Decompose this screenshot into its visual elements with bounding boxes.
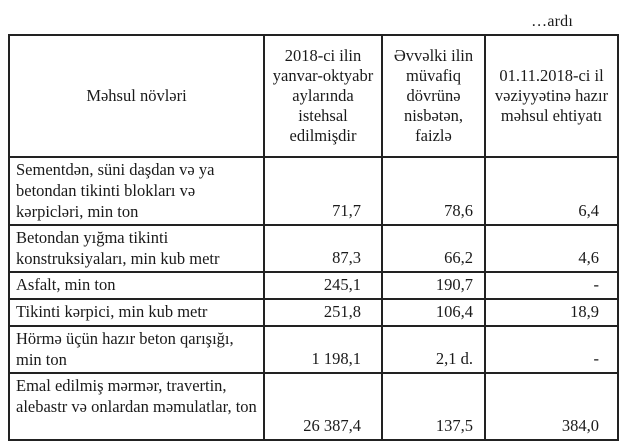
product-name-cell: Sementdən, süni daşdan və ya betondan tikinti blokları və kərpicləri, min ton — [9, 157, 264, 225]
product-name-cell: Hörmə üçün hazır beton qarışığı, min ton — [9, 326, 264, 373]
col-header-produced-2018: 2018-ci ilin yanvar-oktyabr aylarında istehsal edilmişdir — [264, 35, 382, 157]
col-header-stock-01-11-2018: 01.11.2018-ci il vəziyyətinə hazır məhsul ehtiyatı — [485, 35, 618, 157]
table-row — [9, 373, 618, 440]
product-name-cell: Tikinti kərpici, min kub metr — [9, 299, 264, 326]
table-row — [9, 272, 618, 299]
product-name-cell: Asfalt, min ton — [9, 272, 264, 299]
percent-value-cell: 190,7 — [382, 272, 485, 299]
table-row — [9, 326, 618, 373]
percent-value-cell: 2,1 d. — [382, 326, 485, 373]
percent-value-cell: 66,2 — [382, 225, 485, 272]
stock-value-cell: - — [485, 326, 618, 373]
table-row — [9, 157, 618, 225]
stock-value-cell: 4,6 — [485, 225, 618, 272]
col-header-percent-vs-prev-year: Əvvəlki ilin müvafiq dövrünə nisbətən, faizlə — [382, 35, 485, 157]
table-row — [9, 225, 618, 272]
percent-value-cell: 106,4 — [382, 299, 485, 326]
stock-value-cell: - — [485, 272, 618, 299]
continuation-note: …ardı — [531, 13, 573, 30]
product-name-cell: Betondan yığma tikinti konstruksiyaları, min kub metr — [9, 225, 264, 272]
table-row — [9, 299, 618, 326]
production-table — [8, 34, 619, 441]
produced-value-cell: 251,8 — [264, 299, 382, 326]
stock-value-cell: 6,4 — [485, 157, 618, 225]
product-name-cell: Emal edilmiş mərmər, travertin, alebastr və onlardan məmulatlar, ton — [9, 373, 264, 440]
produced-value-cell: 245,1 — [264, 272, 382, 299]
produced-value-cell: 71,7 — [264, 157, 382, 225]
produced-value-cell: 87,3 — [264, 225, 382, 272]
table-header-row — [9, 35, 618, 157]
stock-value-cell: 384,0 — [485, 373, 618, 440]
col-header-product-types: Məhsul növləri — [9, 35, 264, 157]
produced-value-cell: 1 198,1 — [264, 326, 382, 373]
stock-value-cell: 18,9 — [485, 299, 618, 326]
percent-value-cell: 78,6 — [382, 157, 485, 225]
produced-value-cell: 26 387,4 — [264, 373, 382, 440]
percent-value-cell: 137,5 — [382, 373, 485, 440]
